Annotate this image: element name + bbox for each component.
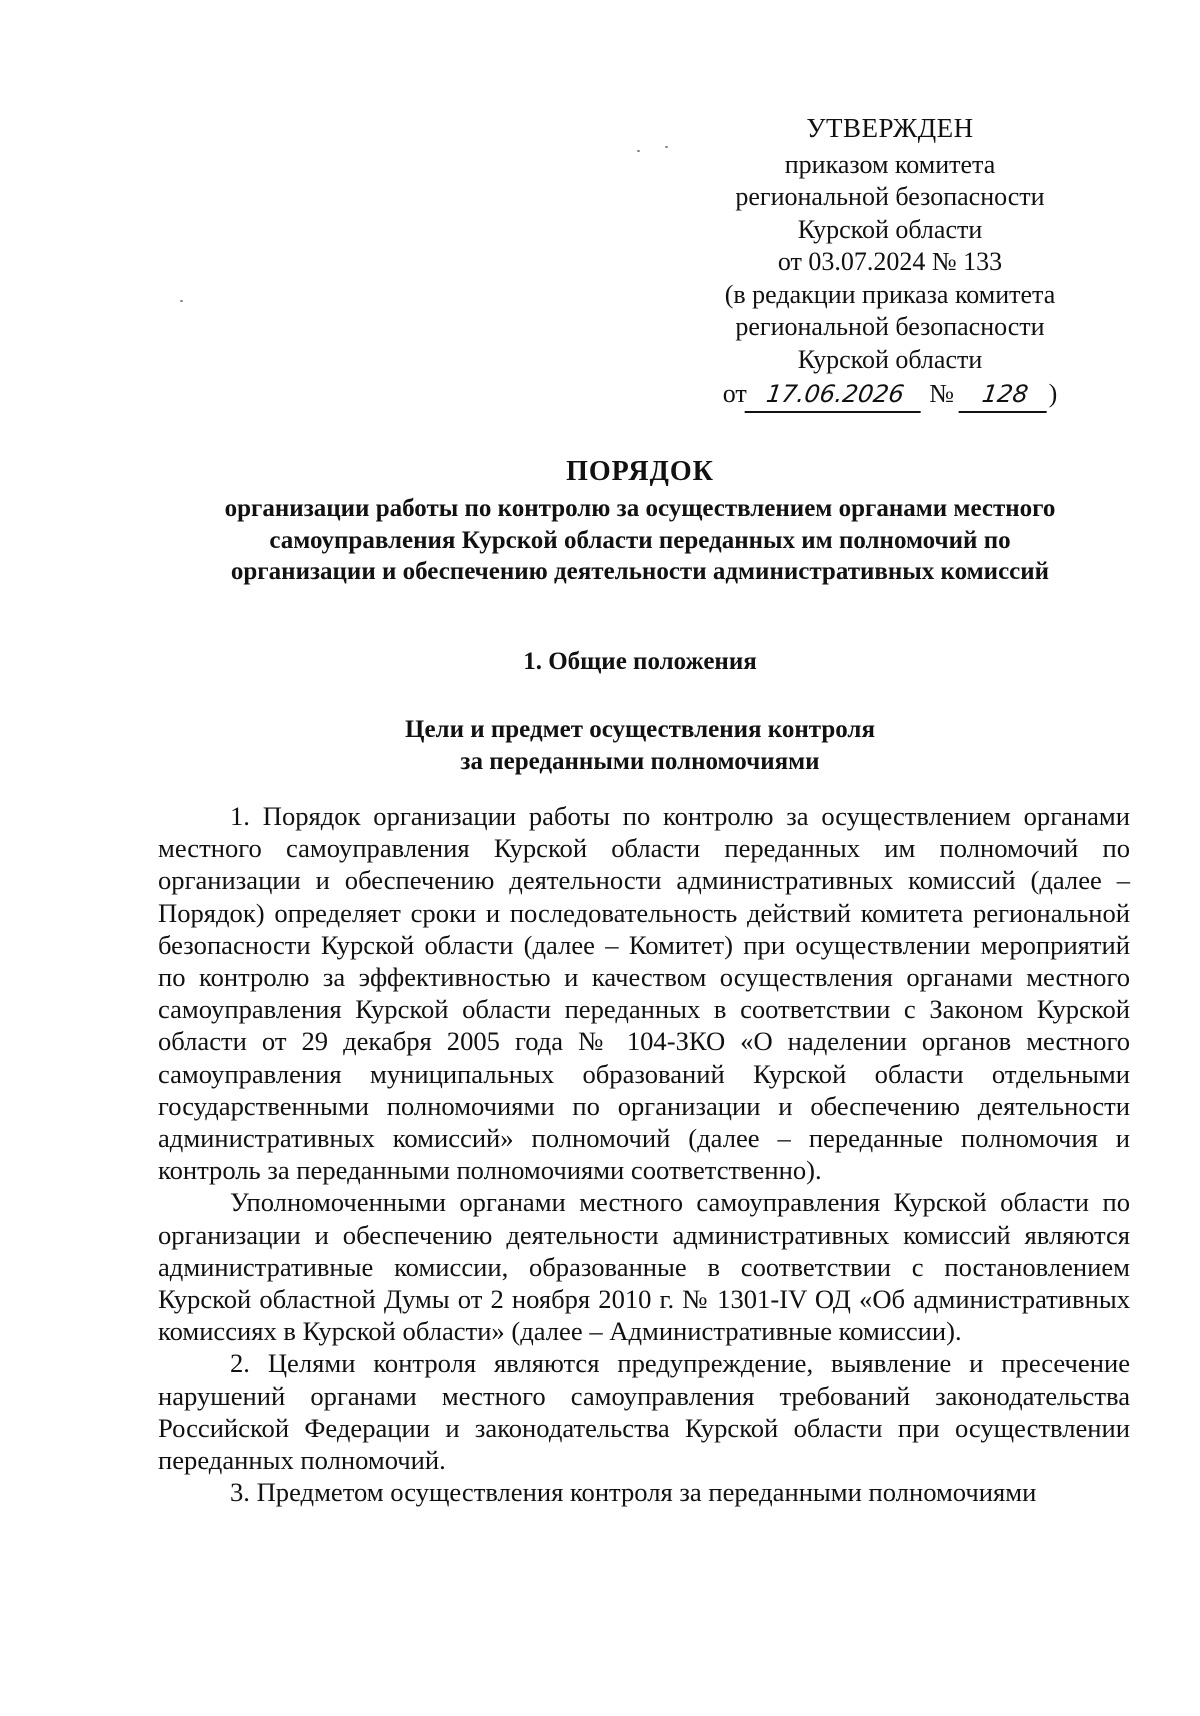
document-body (158, 800, 1130, 1508)
sig-prefix: от (722, 379, 747, 408)
title-sub-line: организации работы по контролю за осуществлением органами местного (224, 495, 1056, 522)
paragraph-2: Уполномоченными органами местного самоуправления Курской области по организации и обеспечению деятельности административных комиссий являются административные комиссии, образованные в соответствии с постановлением Курской областной Думы от 2 ноября 2010 г. № 1301-IV ОД «Об административных комиссиях в Курской области» (далее – Административные комиссии). (158, 1187, 1130, 1347)
handwritten-number: 128 (958, 378, 1051, 413)
subheading-line: Цели и предмет осуществления контроля (405, 716, 875, 743)
approval-line: от 03.07.2024 № 133 (777, 247, 1003, 276)
title-sub-line: организации и обеспечению деятельности административных комиссий (230, 558, 1050, 585)
paragraph-3: 2. Целями контроля являются предупреждение, выявление и пресечение нарушений органами местного самоуправления требований законодательства Российской Федерации и законодательства Курской области при осуществлении переданных полномочий. (158, 1348, 1130, 1476)
approval-line: приказом комитета (784, 149, 996, 179)
sig-close: ) (1048, 379, 1058, 408)
subheading-line: за переданными полномочиями (460, 747, 820, 775)
approval-line: (в редакции приказа комитета (724, 279, 1056, 309)
scan-speck (180, 300, 183, 302)
approval-stamp-block (700, 112, 1080, 413)
section-heading: 1. Общие положения (523, 648, 757, 675)
title-main: ПОРЯДОК (566, 456, 714, 487)
paragraph-1: 1. Порядок организации работы по контролю за осуществлением органами местного самоуправления Курской области переданных им полномочий по организации и обеспечению деятельности административных комиссий (далее – Порядок) определяет сроки и последовательность действий комитета региональной безопасности Курской области (далее – Комитет) при осуществлении мероприятий по контролю за эффективностью и качеством осуществления органами местного самоуправления Курской области переданных в соответствии с Законом Курской области от 29 декабря 2005 года № 104-ЗКО «О наделении органов местного самоуправления муниципальных образований Курской области отдельными государственными полномочиями по организации и обеспечению деятельности административных комиссий» полномочий (далее – переданные полномочия и контроль за переданными полномочиями соответственно). (158, 801, 1130, 1186)
title-subtitle (150, 493, 1130, 588)
scan-speck (665, 146, 668, 148)
approval-line: Курской области (797, 214, 983, 244)
handwritten-date: 17.06.2026 (744, 378, 925, 413)
amendment-signature-line (700, 378, 1080, 413)
document-title (150, 455, 1130, 588)
section-subheading (150, 714, 1130, 777)
approval-line: Курской области (797, 344, 983, 374)
paragraph-4: 3. Предметом осуществления контроля за переданными полномочиями (230, 1477, 1037, 1508)
approval-heading: УТВЕРЖДЕН (806, 113, 974, 143)
scan-speck (637, 150, 640, 152)
approval-line: региональной безопасности (735, 312, 1045, 341)
title-sub-line: самоуправления Курской области переданных им полномочий по (269, 526, 1011, 554)
approval-line: региональной безопасности (735, 182, 1045, 211)
sig-number-label: № (929, 379, 955, 408)
